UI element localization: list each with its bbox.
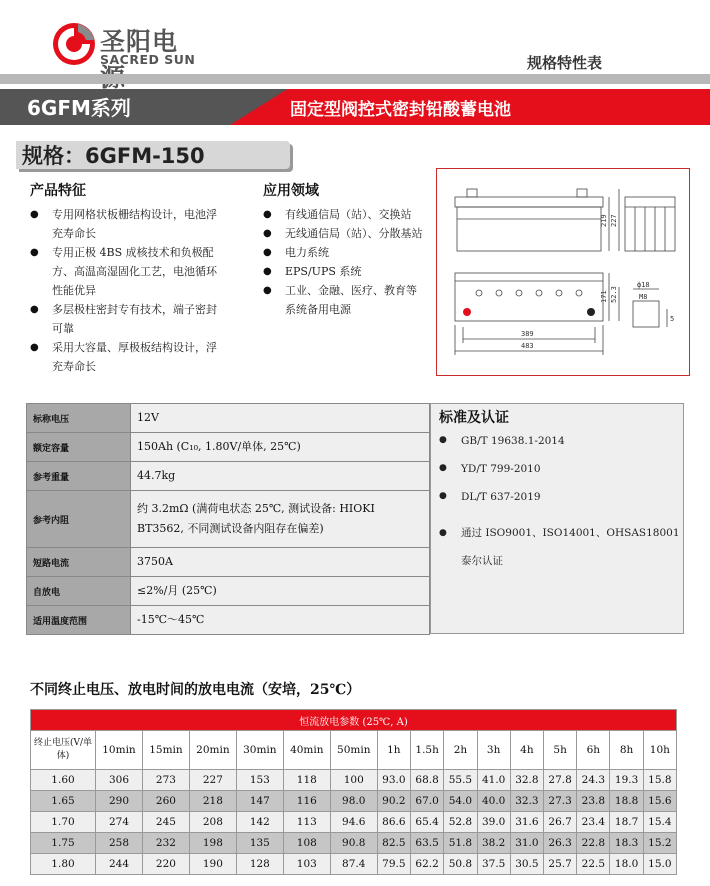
current-cell: 274 [96, 812, 143, 833]
spec-value: 44.7kg [131, 462, 430, 491]
dim-offset: 52.3 [610, 286, 618, 303]
current-cell: 62.2 [410, 854, 443, 875]
current-cell: 273 [142, 770, 189, 791]
column-header: 4h [510, 731, 543, 770]
current-cell: 220 [142, 854, 189, 875]
column-header: 2h [444, 731, 477, 770]
table-row [27, 404, 430, 433]
brand-logo [52, 20, 202, 70]
current-cell: 37.5 [477, 854, 510, 875]
dimension-drawing [436, 168, 690, 376]
current-cell: 31.6 [510, 812, 543, 833]
current-cell: 27.3 [544, 791, 577, 812]
brand-name-en: SACRED SUN [100, 52, 196, 67]
current-cell: 15.6 [643, 791, 676, 812]
feature-item: ● 多层极柱密封专有技术，端子密封可靠 [30, 300, 226, 338]
spec-value: 约 3.2mΩ (满荷电状态 25℃, 测试设备: HIOKI BT3562, 不同测试设备内阻存在偏差) [131, 491, 430, 548]
column-header: 30min [236, 731, 283, 770]
table-row [31, 833, 677, 854]
discharge-table-body [31, 770, 677, 875]
standards-title: 标准及认证 [439, 410, 509, 426]
column-header: 10min [96, 731, 143, 770]
current-cell: 260 [142, 791, 189, 812]
discharge-table-header: 恒流放电参数 (25℃, A) [31, 710, 677, 731]
table-row [27, 577, 430, 606]
current-cell: 93.0 [377, 770, 410, 791]
applications-list [263, 205, 425, 319]
end-voltage-cell: 1.70 [31, 812, 96, 833]
standards-list [439, 435, 683, 575]
table-row [31, 770, 677, 791]
current-cell: 227 [189, 770, 236, 791]
application-item: ● 电力系统 [263, 243, 425, 262]
column-header: 8h [610, 731, 643, 770]
current-cell: 245 [142, 812, 189, 833]
current-cell: 116 [283, 791, 330, 812]
feature-item: ● 专用网格状板栅结构设计，电池浮充寿命长 [30, 205, 226, 243]
current-cell: 40.0 [477, 791, 510, 812]
current-cell: 94.6 [330, 812, 377, 833]
applications-title: 应用领域 [263, 183, 319, 199]
current-cell: 198 [189, 833, 236, 854]
dim-terminal-depth: 5 [670, 315, 675, 323]
sun-logo-icon [52, 22, 96, 66]
column-header: 15min [142, 731, 189, 770]
current-cell: 128 [236, 854, 283, 875]
spec-key: 标称电压 [27, 404, 131, 433]
current-cell: 51.8 [444, 833, 477, 854]
standard-item: ● 通过 ISO9001、ISO14001、OHSAS18001 泰尔认证 [439, 519, 683, 575]
current-cell: 142 [236, 812, 283, 833]
current-cell: 50.8 [444, 854, 477, 875]
column-header: 40min [283, 731, 330, 770]
column-header: 6h [577, 731, 610, 770]
header-divider [0, 74, 710, 84]
current-cell: 26.7 [544, 812, 577, 833]
current-cell: 232 [142, 833, 189, 854]
current-cell: 27.8 [544, 770, 577, 791]
table-row [27, 606, 430, 635]
current-cell: 258 [96, 833, 143, 854]
end-voltage-cell: 1.60 [31, 770, 96, 791]
current-cell: 52.8 [444, 812, 477, 833]
standard-item: ● YD/T 799-2010 [439, 463, 683, 491]
features-title: 产品特征 [30, 183, 86, 199]
application-item: ● 有线通信局（站）、交换站 [263, 205, 425, 224]
dim-length-inner: 389 [521, 330, 534, 338]
current-cell: 39.0 [477, 812, 510, 833]
table-row [27, 548, 430, 577]
series-name: 6GFM系列 [27, 96, 131, 120]
current-cell: 15.2 [643, 833, 676, 854]
dim-height-total: 219 [600, 214, 608, 227]
current-cell: 65.4 [410, 812, 443, 833]
current-cell: 22.5 [577, 854, 610, 875]
current-cell: 147 [236, 791, 283, 812]
brand-name-cn: 圣阳电 [100, 27, 179, 56]
current-cell: 18.8 [610, 791, 643, 812]
current-cell: 98.0 [330, 791, 377, 812]
current-cell: 15.8 [643, 770, 676, 791]
current-cell: 25.7 [544, 854, 577, 875]
table-row [31, 812, 677, 833]
current-cell: 153 [236, 770, 283, 791]
end-voltage-cell: 1.65 [31, 791, 96, 812]
application-item: ● 无线通信局（站）、分散基站 [263, 224, 425, 243]
current-cell: 30.5 [510, 854, 543, 875]
current-cell: 63.5 [410, 833, 443, 854]
current-cell: 118 [283, 770, 330, 791]
current-cell: 38.2 [477, 833, 510, 854]
current-cell: 218 [189, 791, 236, 812]
current-cell: 15.4 [643, 812, 676, 833]
model-box [16, 141, 290, 169]
table-row [27, 462, 430, 491]
current-cell: 90.8 [330, 833, 377, 854]
dim-terminal-thread: M8 [639, 293, 648, 301]
spec-key: 短路电流 [27, 548, 131, 577]
current-cell: 67.0 [410, 791, 443, 812]
current-cell: 55.5 [444, 770, 477, 791]
standards-panel [430, 403, 684, 634]
column-header: 1.5h [410, 731, 443, 770]
spec-key: 自放电 [27, 577, 131, 606]
current-cell: 41.0 [477, 770, 510, 791]
current-cell: 90.2 [377, 791, 410, 812]
current-cell: 108 [283, 833, 330, 854]
spec-value: ≤2%/月 (25℃) [131, 577, 430, 606]
spec-value: -15℃～45℃ [131, 606, 430, 635]
spec-value: 12V [131, 404, 430, 433]
table-row [27, 491, 430, 548]
series-banner [0, 89, 710, 125]
document-type: 规格特性表 [526, 54, 602, 72]
current-cell: 113 [283, 812, 330, 833]
spec-value: 150Ah (C₁₀, 1.80V/单体, 25℃) [131, 433, 430, 462]
table-header-row [31, 710, 677, 731]
spec-value: 3750A [131, 548, 430, 577]
current-cell: 79.5 [377, 854, 410, 875]
spec-table [26, 403, 430, 635]
current-cell: 26.3 [544, 833, 577, 854]
standard-item: ● DL/T 637-2019 [439, 491, 683, 519]
dim-height-terminal: 227 [610, 214, 618, 227]
table-row [31, 854, 677, 875]
feature-item: ● 专用正极 4BS 成核技术和负极配方、高温高湿固化工艺，电池循环性能优异 [30, 243, 226, 300]
application-item: ● EPS/UPS 系统 [263, 262, 425, 281]
current-cell: 15.0 [643, 854, 676, 875]
standard-item: ● GB/T 19638.1-2014 [439, 435, 683, 463]
column-header-voltage: 终止电压(V/单体) [31, 731, 96, 770]
current-cell: 100 [330, 770, 377, 791]
discharge-table [30, 709, 677, 875]
current-cell: 306 [96, 770, 143, 791]
current-cell: 24.3 [577, 770, 610, 791]
current-cell: 135 [236, 833, 283, 854]
spec-key: 参考重量 [27, 462, 131, 491]
dim-terminal-dia: ф18 [637, 281, 650, 289]
current-cell: 32.3 [510, 791, 543, 812]
current-cell: 244 [96, 854, 143, 875]
spec-key: 适用温度范围 [27, 606, 131, 635]
end-voltage-cell: 1.75 [31, 833, 96, 854]
current-cell: 31.0 [510, 833, 543, 854]
column-header: 5h [544, 731, 577, 770]
application-item: ● 工业、金融、医疗、教育等系统备用电源 [263, 281, 425, 319]
current-cell: 208 [189, 812, 236, 833]
spec-key: 参考内阻 [27, 491, 131, 548]
current-cell: 32.8 [510, 770, 543, 791]
column-header: 20min [189, 731, 236, 770]
end-voltage-cell: 1.80 [31, 854, 96, 875]
column-header: 3h [477, 731, 510, 770]
table-row [31, 791, 677, 812]
current-cell: 54.0 [444, 791, 477, 812]
dim-length-total: 483 [521, 342, 534, 350]
current-cell: 19.3 [610, 770, 643, 791]
features-list [30, 205, 226, 376]
product-type: 固定型阀控式密封铅酸蓄电池 [290, 100, 511, 120]
current-cell: 23.4 [577, 812, 610, 833]
current-cell: 290 [96, 791, 143, 812]
current-cell: 86.6 [377, 812, 410, 833]
current-cell: 18.7 [610, 812, 643, 833]
current-cell: 18.3 [610, 833, 643, 854]
current-cell: 87.4 [330, 854, 377, 875]
current-cell: 68.8 [410, 770, 443, 791]
column-header: 50min [330, 731, 377, 770]
dim-width-top: 171 [600, 290, 608, 303]
current-cell: 23.8 [577, 791, 610, 812]
model-name: 规格：6GFM-150 [22, 144, 205, 168]
column-header: 10h [643, 731, 676, 770]
feature-item: ● 采用大容量、厚极板结构设计，浮充寿命长 [30, 338, 226, 376]
column-header: 1h [377, 731, 410, 770]
current-cell: 18.0 [610, 854, 643, 875]
current-cell: 190 [189, 854, 236, 875]
column-header-row [31, 731, 677, 770]
current-cell: 82.5 [377, 833, 410, 854]
spec-key: 额定容量 [27, 433, 131, 462]
battery-drawing-icon [437, 169, 688, 374]
table-row [27, 433, 430, 462]
current-cell: 103 [283, 854, 330, 875]
discharge-title: 不同终止电压、放电时间的放电电流（安培，25℃） [30, 682, 361, 698]
current-cell: 22.8 [577, 833, 610, 854]
